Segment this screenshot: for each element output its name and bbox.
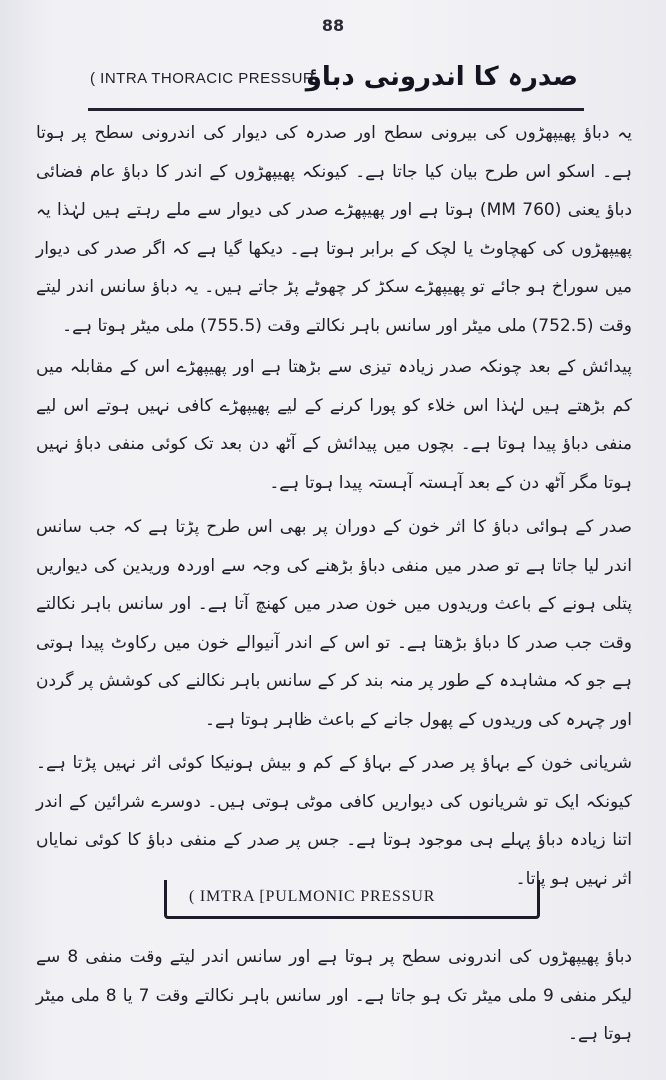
subheading-box	[164, 880, 540, 919]
section-heading	[84, 60, 584, 100]
heading-underline	[88, 108, 584, 111]
page-number: 88	[321, 16, 345, 35]
paragraph-after-birth: پیدائش کے بعد چونکہ صدر زیادہ تیزی سے بڑھتا ہے اور پھیپھڑے اس کے مقابلہ میں کم بڑھتے ہیں لہٰذا اس خلاء کو پورا کرنے کے لیے پھیپھڑے کافی نہیں ہوتے اس لیے منفی دباؤ پیدا ہوتا ہے۔ بچوں میں پیدائش کے آٹھ دن بعد تک کوئی منفی دباؤ نہیں ہوتا مگر آٹھ دن کے بعد آہستہ آہستہ پیدا ہوتا ہے۔	[36, 357, 632, 493]
subheading-english: ( IMTRA [PULMONIC PRESSUR	[189, 888, 436, 905]
paragraph-intra-pulmonic: دباؤ پھیپھڑوں کی اندرونی سطح پر ہوتا ہے اور سانس اندر لیتے وقت منفی 8 سے لیکر منفی 9 ملی میٹر تک ہو جاتا ہے۔ اور سانس باہر نکالتے وقت 7 یا 8 ملی میٹر ہوتا ہے۔	[36, 947, 632, 1045]
paragraph-intra-thoracic: یہ دباؤ پھیپھڑوں کی بیرونی سطح اور صدرہ کی دیوار کی اندرونی سطح پر ہوتا ہے۔ اسکو اس طرح بیان کیا جاتا ہے۔ کیونکہ پھیپھڑوں کے اندر کا دباؤ عام فضائی دباؤ یعنی (760 MM) ہوتا ہے اور پھیپھڑے صدر کی دیوار سے ملے رہتے ہیں لہٰذا یہ پھیپھڑوں کی کھچاوٹ یا لچک کے برابر ہوتا ہے۔ دیکھا گیا ہے کہ اگر صدر کی دیوار میں سوراخ ہو جائے تو پھیپھڑے سکڑ کر چھوٹے پڑ جاتے ہیں۔ یہ دباؤ سانس اندر لیتے وقت (752.5) ملی میٹر اور سانس باہر نکالتے وقت (755.5) ملی میٹر ہوتا ہے۔	[36, 123, 633, 336]
paragraph-arterial-flow: شریانی خون کے بہاؤ پر صدر کے بہاؤ کے کم و بیش ہونیکا کوئی اثر نہیں پڑتا ہے۔ کیونکہ ایک تو شریانوں کی دیواریں کافی موٹی ہوتی ہیں۔ دوسرے شرائین کے اندر اتنا زیادہ دباؤ پہلے ہی موجود ہوتا ہے۔ جس پر صدر کے منفی دباؤ کا کوئی نمایاں اثر نہیں ہو پاتا۔	[36, 753, 632, 889]
heading-urdu: صدرہ کا اندرونی دباؤ	[305, 62, 578, 92]
heading-english: ( INTRA THORACIC PRESSUR	[90, 70, 315, 87]
paragraph-venous-flow: صدر کے ہوائی دباؤ کا اثر خون کے دوران پر بھی اس طرح پڑتا ہے کہ جب سانس اندر لیا جاتا ہے تو صدر میں منفی دباؤ بڑھنے کی وجہ سے اوردہ وریدین کی دیواریں پتلی ہونے کے باعث وریدوں میں خون صدر میں کھنچ آتا ہے۔ اور سانس باہر نکالتے وقت جب صدر کا دباؤ بڑھتا ہے۔ تو اس کے اندر آنیوالے خون میں رکاوٹ پیدا ہوتی ہے جو کہ مشاہدہ کے طور پر منہ بند کر کے سانس باہر نکالنے کی کوشش پر گردن اور چہرہ کی وریدوں کے پھول جانے کے باعث ظاہر ہوتا ہے۔	[36, 517, 632, 730]
